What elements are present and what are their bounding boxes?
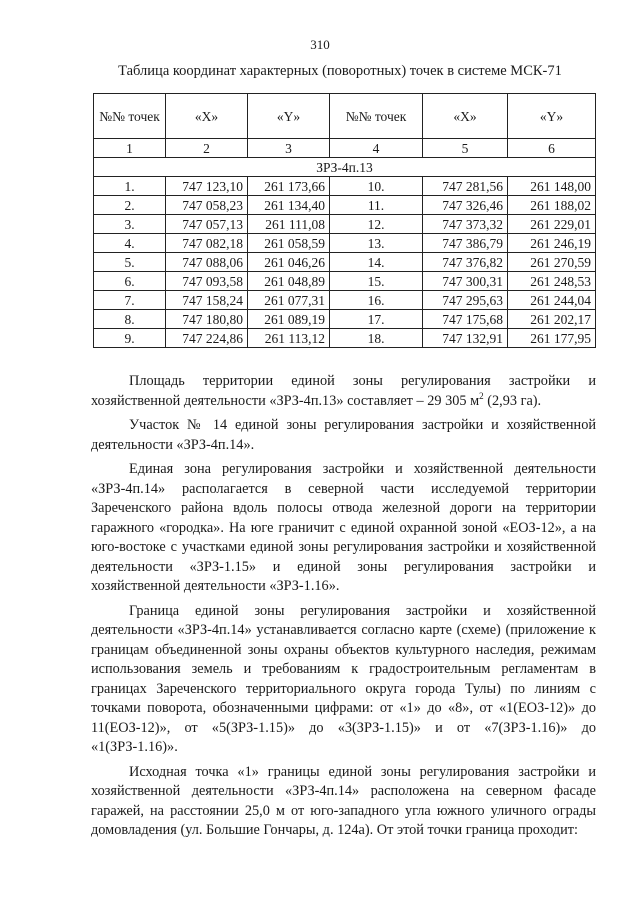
table-cell: 261 202,17 (508, 310, 596, 329)
table-cell: 261 089,19 (248, 310, 330, 329)
table-cell: 10. (330, 177, 423, 196)
index-cell: 6 (508, 139, 596, 158)
table-row (94, 177, 596, 196)
table-cell: 747 093,58 (166, 272, 248, 291)
table-row (94, 272, 596, 291)
table-row (94, 329, 596, 348)
table-cell: 17. (330, 310, 423, 329)
table-cell: 8. (94, 310, 166, 329)
table-header-row (94, 94, 596, 139)
table-cell: 261 188,02 (508, 196, 596, 215)
index-cell: 2 (166, 139, 248, 158)
table-cell: 3. (94, 215, 166, 234)
table-cell: 261 173,66 (248, 177, 330, 196)
section-title: ЗРЗ-4п.13 (94, 158, 596, 177)
table-cell: 747 132,91 (423, 329, 508, 348)
paragraph-location: Единая зона регулирования застройки и хозяйственной деятельности «ЗРЗ-4п.14» располагается в северной части исследуемой территории Зареченского района вдоль полосы отвода железной дороги на территории гаражного «городка». На юге граничит с единой охранной зоной «ЕОЗ-12», а на юго-востоке с участками единой зоны регулирования застройки и хозяйственной деятельности «ЗРЗ-1.15» и единой зоны регулирования застройки и хозяйственной деятельности «ЗРЗ-1.16». (91, 461, 596, 594)
index-cell: 5 (423, 139, 508, 158)
table-cell: 747 088,06 (166, 253, 248, 272)
table-cell: 261 248,53 (508, 272, 596, 291)
table-cell: 747 373,32 (423, 215, 508, 234)
table-cell: 261 134,40 (248, 196, 330, 215)
table-cell: 1. (94, 177, 166, 196)
header-y-2: «Y» (508, 94, 596, 139)
body-text (91, 372, 596, 846)
table-cell: 9. (94, 329, 166, 348)
table-cell: 11. (330, 196, 423, 215)
table-cell: 2. (94, 196, 166, 215)
table-cell: 15. (330, 272, 423, 291)
table-cell: 261 246,19 (508, 234, 596, 253)
header-x-1: «X» (166, 94, 248, 139)
table-cell: 747 175,68 (423, 310, 508, 329)
table-cell: 261 077,31 (248, 291, 330, 310)
table-cell: 261 229,01 (508, 215, 596, 234)
table-cell: 747 300,31 (423, 272, 508, 291)
table-cell: 747 326,46 (423, 196, 508, 215)
table-cell: 261 046,26 (248, 253, 330, 272)
table-row (94, 291, 596, 310)
table-index-row (94, 139, 596, 158)
table-cell: 261 244,04 (508, 291, 596, 310)
table-cell: 747 295,63 (423, 291, 508, 310)
table-cell: 747 082,18 (166, 234, 248, 253)
table-cell: 747 158,24 (166, 291, 248, 310)
table-row (94, 215, 596, 234)
coordinates-table (93, 93, 596, 348)
header-y-1: «Y» (248, 94, 330, 139)
table-cell: 6. (94, 272, 166, 291)
table-row (94, 196, 596, 215)
paragraph-start-point: Исходная точка «1» границы единой зоны регулирования застройки и хозяйственной деятельности «ЗРЗ-4п.14» расположена на северном фасаде гаражей, на расстоянии 25,0 м от юго-западного угла южного уличного ограды домовладения (ул. Большие Гончары, д. 124а). От этой точки граница проходит: (91, 763, 596, 838)
table-cell: 747 058,23 (166, 196, 248, 215)
table-cell: 747 376,82 (423, 253, 508, 272)
table-section-row (94, 158, 596, 177)
paragraph-boundary: Граница единой зоны регулирования застройки и хозяйственной деятельности «ЗРЗ-4п.14» устанавливается согласно карте (схеме) (приложение к границам объединенной зоны охраны объектов культурного наследия, режимам использования земель и требованиям к градостроительным регламентам в границах Зареченского территориального округа города Тулы) по линиям с точками поворота, обозначенными цифрами: от «1» до «8», от «1(ЕОЗ-12)» до 11(ЕОЗ-12)», от «5(ЗРЗ-1.15)» до «3(ЗРЗ-1.15)» и от «7(ЗРЗ-1.16)» до «1(ЗРЗ-1.16)». (91, 602, 596, 755)
table-cell: 18. (330, 329, 423, 348)
table-cell: 7. (94, 291, 166, 310)
table-cell: 747 057,13 (166, 215, 248, 234)
table-cell: 16. (330, 291, 423, 310)
index-cell: 3 (248, 139, 330, 158)
table-cell: 5. (94, 253, 166, 272)
page-number: 310 (310, 37, 330, 52)
table-cell: 747 224,86 (166, 329, 248, 348)
header-x-2: «X» (423, 94, 508, 139)
table-cell: 261 058,59 (248, 234, 330, 253)
table-cell: 747 386,79 (423, 234, 508, 253)
header-point-number-1: №№ точек (94, 94, 166, 139)
table-cell: 261 111,08 (248, 215, 330, 234)
table-cell: 261 148,00 (508, 177, 596, 196)
table-body (94, 177, 596, 348)
table-cell: 261 270,59 (508, 253, 596, 272)
table-cell: 4. (94, 234, 166, 253)
table-cell: 747 123,10 (166, 177, 248, 196)
table-cell: 747 180,80 (166, 310, 248, 329)
index-cell: 1 (94, 139, 166, 158)
table-row (94, 310, 596, 329)
table-cell: 261 177,95 (508, 329, 596, 348)
table-caption: Таблица координат характерных (поворотных) точек в системе МСК-71 (118, 63, 562, 79)
table-row (94, 253, 596, 272)
table-row (94, 234, 596, 253)
table-cell: 261 113,12 (248, 329, 330, 348)
paragraph-area: Площадь территории единой зоны регулирования застройки и хозяйственной деятельности «ЗРЗ-4п.13» составляет – 29 305 $м^2$ (2,93 га). (91, 373, 596, 409)
table-cell: 747 281,56 (423, 177, 508, 196)
table-cell: 261 048,89 (248, 272, 330, 291)
paragraph-section-14: Участок № 14 единой зоны регулирования застройки и хозяйственной деятельности «ЗРЗ-4п.14». (91, 417, 596, 453)
table-cell: 13. (330, 234, 423, 253)
header-point-number-2: №№ точек (330, 94, 423, 139)
index-cell: 4 (330, 139, 423, 158)
table-cell: 12. (330, 215, 423, 234)
table-cell: 14. (330, 253, 423, 272)
